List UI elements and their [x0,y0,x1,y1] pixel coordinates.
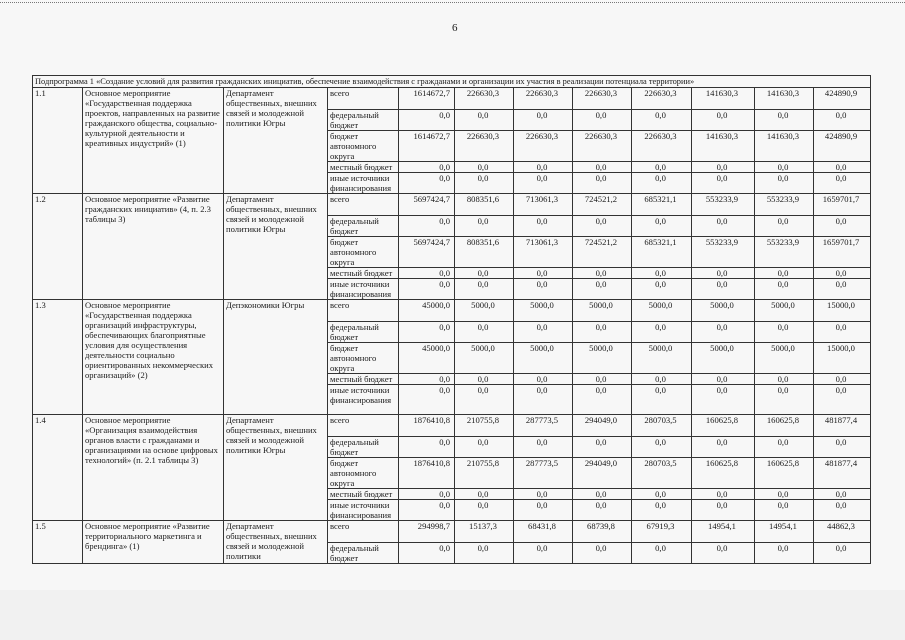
amount-cell: 5000,0 [755,300,814,322]
amount-cell: 0,0 [455,173,514,194]
amount-cell: 0,0 [755,268,814,279]
amount-cell: 0,0 [455,385,514,415]
amount-cell: 0,0 [632,374,692,385]
amount-cell: 0,0 [573,437,632,458]
amount-cell: 0,0 [573,489,632,500]
amount-cell: 553233,9 [755,237,814,268]
amount-cell: 0,0 [399,216,455,237]
amount-cell: 0,0 [573,500,632,521]
amount-cell: 424890,9 [814,88,871,110]
amount-cell: 481877,4 [814,415,871,437]
amount-cell: 713061,3 [514,194,573,216]
funding-source: бюджет автономного округа [328,237,399,268]
amount-cell: 15137,3 [455,521,514,543]
amount-cell: 1876410,8 [399,415,455,437]
amount-cell: 0,0 [755,216,814,237]
amount-cell: 210755,8 [455,415,514,437]
amount-cell: 0,0 [514,322,573,343]
amount-cell: 0,0 [455,437,514,458]
amount-cell: 141630,3 [692,88,755,110]
amount-cell: 0,0 [755,322,814,343]
amount-cell: 0,0 [573,268,632,279]
amount-cell: 0,0 [755,543,814,564]
amount-cell: 68431,8 [514,521,573,543]
amount-cell: 0,0 [632,437,692,458]
amount-cell: 0,0 [632,279,692,300]
amount-cell: 1659701,7 [814,194,871,216]
amount-cell: 0,0 [514,268,573,279]
amount-cell: 160625,8 [692,415,755,437]
amount-cell: 0,0 [755,162,814,173]
amount-cell: 0,0 [692,374,755,385]
amount-cell: 0,0 [455,279,514,300]
amount-cell: 0,0 [755,500,814,521]
amount-cell: 226630,3 [632,131,692,162]
amount-cell: 5000,0 [573,300,632,322]
amount-cell: 0,0 [514,216,573,237]
amount-cell: 0,0 [399,268,455,279]
amount-cell: 685321,1 [632,237,692,268]
scan-top-edge [0,2,905,3]
amount-cell: 0,0 [573,374,632,385]
amount-cell: 0,0 [514,437,573,458]
amount-cell: 724521,2 [573,194,632,216]
amount-cell: 0,0 [399,279,455,300]
row-number: 1.1 [33,88,83,194]
amount-cell: 1876410,8 [399,458,455,489]
amount-cell: 0,0 [399,385,455,415]
amount-cell: 0,0 [632,162,692,173]
amount-cell: 0,0 [399,162,455,173]
amount-cell: 0,0 [692,268,755,279]
amount-cell: 294998,7 [399,521,455,543]
funding-source: иные источники финансирования [328,500,399,521]
activity-name: Основное мероприятие «Развитие территориального маркетинга и брендинга» (1) [83,521,224,564]
funding-source: федеральный бюджет [328,110,399,131]
page-bottom-margin [0,590,905,640]
funding-source: иные источники финансирования [328,279,399,300]
amount-cell: 226630,3 [455,88,514,110]
amount-cell: 0,0 [455,374,514,385]
row-number: 1.4 [33,415,83,521]
funding-source: иные источники финансирования [328,385,399,415]
funding-source: федеральный бюджет [328,543,399,564]
budget-table [32,75,871,564]
amount-cell: 14954,1 [755,521,814,543]
funding-source: местный бюджет [328,268,399,279]
amount-cell: 294049,0 [573,415,632,437]
amount-cell: 5000,0 [514,300,573,322]
amount-cell: 5000,0 [755,343,814,374]
amount-cell: 15000,0 [814,300,871,322]
table-row [33,300,871,322]
amount-cell: 0,0 [632,489,692,500]
budget-table-body [33,76,871,564]
amount-cell: 0,0 [455,489,514,500]
amount-cell: 0,0 [814,385,871,415]
amount-cell: 210755,8 [455,458,514,489]
amount-cell: 287773,5 [514,415,573,437]
amount-cell: 0,0 [692,173,755,194]
amount-cell: 67919,3 [632,521,692,543]
funding-source: бюджет автономного округа [328,458,399,489]
amount-cell: 0,0 [455,216,514,237]
amount-cell: 0,0 [692,110,755,131]
amount-cell: 0,0 [573,162,632,173]
amount-cell: 0,0 [814,279,871,300]
amount-cell: 44862,3 [814,521,871,543]
amount-cell: 0,0 [632,268,692,279]
amount-cell: 0,0 [455,322,514,343]
amount-cell: 0,0 [573,543,632,564]
funding-source: федеральный бюджет [328,322,399,343]
amount-cell: 0,0 [632,500,692,521]
amount-cell: 5000,0 [573,343,632,374]
amount-cell: 0,0 [455,543,514,564]
amount-cell: 160625,8 [755,415,814,437]
amount-cell: 141630,3 [692,131,755,162]
amount-cell: 1614672,7 [399,131,455,162]
amount-cell: 5697424,7 [399,237,455,268]
amount-cell: 0,0 [455,268,514,279]
amount-cell: 0,0 [455,500,514,521]
funding-source: федеральный бюджет [328,437,399,458]
amount-cell: 0,0 [514,385,573,415]
amount-cell: 0,0 [814,437,871,458]
executor: Депэкономики Югры [224,300,328,415]
amount-cell: 808351,6 [455,237,514,268]
amount-cell: 0,0 [692,216,755,237]
amount-cell: 0,0 [399,374,455,385]
amount-cell: 280703,5 [632,458,692,489]
amount-cell: 0,0 [573,216,632,237]
amount-cell: 0,0 [399,437,455,458]
amount-cell: 0,0 [814,543,871,564]
amount-cell: 15000,0 [814,343,871,374]
amount-cell: 0,0 [755,385,814,415]
amount-cell: 0,0 [814,110,871,131]
table-row [33,88,871,110]
funding-source: всего [328,194,399,216]
amount-cell: 0,0 [632,110,692,131]
table-row [33,194,871,216]
amount-cell: 14954,1 [692,521,755,543]
amount-cell: 45000,0 [399,343,455,374]
amount-cell: 424890,9 [814,131,871,162]
amount-cell: 0,0 [573,385,632,415]
funding-source: всего [328,300,399,322]
funding-source: местный бюджет [328,489,399,500]
funding-source: всего [328,415,399,437]
funding-source: бюджет автономного округа [328,131,399,162]
amount-cell: 226630,3 [455,131,514,162]
amount-cell: 5000,0 [692,343,755,374]
amount-cell: 0,0 [692,543,755,564]
funding-source: местный бюджет [328,162,399,173]
amount-cell: 45000,0 [399,300,455,322]
amount-cell: 0,0 [814,216,871,237]
amount-cell: 5000,0 [632,343,692,374]
funding-source: местный бюджет [328,374,399,385]
amount-cell: 0,0 [755,437,814,458]
amount-cell: 5000,0 [455,343,514,374]
amount-cell: 0,0 [455,162,514,173]
amount-cell: 685321,1 [632,194,692,216]
amount-cell: 0,0 [399,543,455,564]
amount-cell: 0,0 [814,268,871,279]
funding-source: федеральный бюджет [328,216,399,237]
amount-cell: 0,0 [692,437,755,458]
funding-source: всего [328,88,399,110]
amount-cell: 0,0 [573,173,632,194]
amount-cell: 0,0 [814,489,871,500]
amount-cell: 160625,8 [755,458,814,489]
row-number: 1.5 [33,521,83,564]
amount-cell: 0,0 [692,279,755,300]
amount-cell: 0,0 [399,173,455,194]
amount-cell: 294049,0 [573,458,632,489]
amount-cell: 0,0 [514,110,573,131]
amount-cell: 0,0 [814,162,871,173]
amount-cell: 0,0 [514,374,573,385]
amount-cell: 0,0 [455,110,514,131]
executor: Департамент общественных, внешних связей и молодежной политики Югры [224,415,328,521]
amount-cell: 226630,3 [573,88,632,110]
amount-cell: 226630,3 [632,88,692,110]
amount-cell: 0,0 [399,489,455,500]
activity-name: Основное мероприятие «Организация взаимодействия органов власти с гражданами и организациями на основе цифровых технологий» (п. 2.1 таблицы 3) [83,415,224,521]
amount-cell: 141630,3 [755,88,814,110]
row-number: 1.3 [33,300,83,415]
amount-cell: 0,0 [514,543,573,564]
amount-cell: 481877,4 [814,458,871,489]
amount-cell: 0,0 [573,110,632,131]
amount-cell: 0,0 [632,543,692,564]
subprogram-title: Подпрограмма 1 «Создание условий для развития гражданских инициатив, обеспечение взаимодействия с гражданами и организации их участия в реализации потенциала территории» [33,76,871,88]
amount-cell: 226630,3 [514,88,573,110]
amount-cell: 0,0 [692,162,755,173]
amount-cell: 0,0 [514,162,573,173]
amount-cell: 160625,8 [692,458,755,489]
activity-name: Основное мероприятие «Развитие гражданских инициатив» (4, п. 2.3 таблицы 3) [83,194,224,300]
amount-cell: 68739,8 [573,521,632,543]
amount-cell: 0,0 [755,110,814,131]
row-number: 1.2 [33,194,83,300]
table-row [33,415,871,437]
page-number: 6 [452,22,458,34]
amount-cell: 0,0 [692,385,755,415]
amount-cell: 0,0 [814,500,871,521]
amount-cell: 0,0 [755,279,814,300]
executor: Департамент общественных, внешних связей и молодежной политики [224,521,328,564]
amount-cell: 0,0 [514,173,573,194]
funding-source: иные источники финансирования [328,173,399,194]
amount-cell: 0,0 [814,322,871,343]
amount-cell: 724521,2 [573,237,632,268]
amount-cell: 0,0 [632,216,692,237]
amount-cell: 0,0 [399,500,455,521]
amount-cell: 0,0 [632,173,692,194]
amount-cell: 1614672,7 [399,88,455,110]
activity-name: Основное мероприятие «Государственная поддержка организаций инфраструктуры, обеспечивающих благоприятные условия для осуществления деятельности социально ориентированных некоммерческих организаций» (2) [83,300,224,415]
amount-cell: 141630,3 [755,131,814,162]
amount-cell: 553233,9 [692,237,755,268]
amount-cell: 808351,6 [455,194,514,216]
amount-cell: 0,0 [692,322,755,343]
amount-cell: 0,0 [399,110,455,131]
amount-cell: 5000,0 [692,300,755,322]
amount-cell: 0,0 [573,322,632,343]
amount-cell: 1659701,7 [814,237,871,268]
amount-cell: 280703,5 [632,415,692,437]
funding-source: всего [328,521,399,543]
amount-cell: 0,0 [755,374,814,385]
amount-cell: 713061,3 [514,237,573,268]
amount-cell: 0,0 [692,489,755,500]
executor: Департамент общественных, внешних связей и молодежной политики Югры [224,88,328,194]
amount-cell: 0,0 [632,385,692,415]
amount-cell: 0,0 [755,489,814,500]
amount-cell: 0,0 [399,322,455,343]
amount-cell: 553233,9 [692,194,755,216]
amount-cell: 5000,0 [514,343,573,374]
amount-cell: 0,0 [573,279,632,300]
amount-cell: 0,0 [632,322,692,343]
amount-cell: 5000,0 [632,300,692,322]
amount-cell: 5697424,7 [399,194,455,216]
amount-cell: 0,0 [514,500,573,521]
amount-cell: 0,0 [814,374,871,385]
amount-cell: 0,0 [814,173,871,194]
table-row [33,521,871,543]
amount-cell: 226630,3 [514,131,573,162]
amount-cell: 0,0 [692,500,755,521]
amount-cell: 287773,5 [514,458,573,489]
amount-cell: 5000,0 [455,300,514,322]
executor: Департамент общественных, внешних связей и молодежной политики Югры [224,194,328,300]
amount-cell: 0,0 [514,489,573,500]
amount-cell: 226630,3 [573,131,632,162]
amount-cell: 0,0 [514,279,573,300]
activity-name: Основное мероприятие «Государственная поддержка проектов, направленных на развитие гражданского общества, социально-культурной деятельности и креативных индустрий» (1) [83,88,224,194]
funding-source: бюджет автономного округа [328,343,399,374]
amount-cell: 553233,9 [755,194,814,216]
amount-cell: 0,0 [755,173,814,194]
